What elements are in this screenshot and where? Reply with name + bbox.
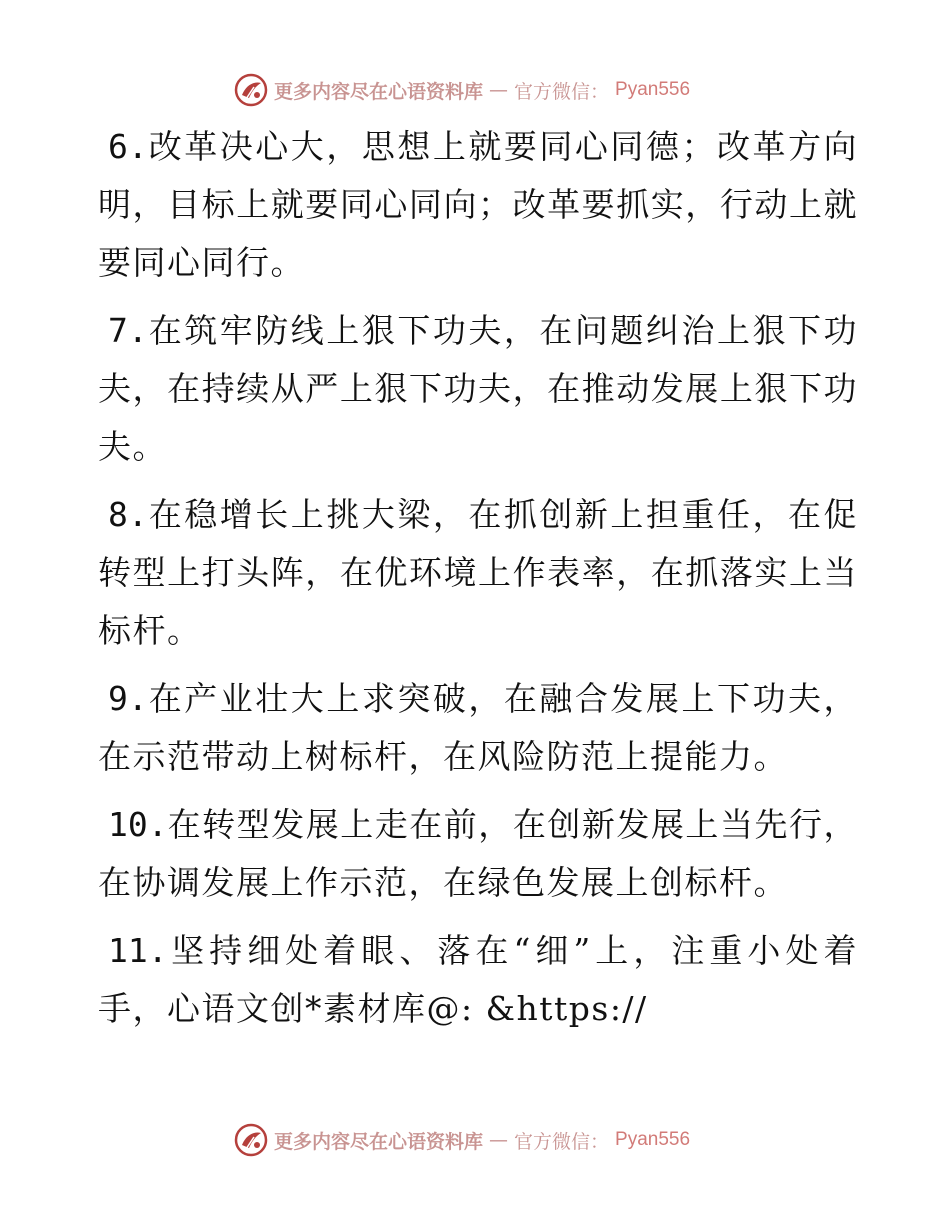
paragraph-number: 9.	[108, 679, 148, 718]
paragraph-number: 6.	[108, 127, 148, 166]
paragraph-text: 改革决心大，思想上就要同心同德；改革方向明，目标上就要同心同向；改革要抓实，行动上就要同心同行。	[98, 127, 858, 282]
paragraph-11	[98, 922, 858, 1038]
watermark-contact-label: 官方微信：	[514, 80, 610, 103]
paragraph-text: 坚持细处着眼、落在“细”上，注重小处着手，心语文创*素材库@: &https://	[98, 931, 858, 1028]
watermark-title: 更多内容尽在心语资料库	[274, 1130, 484, 1153]
paragraph-10	[98, 796, 858, 912]
paragraph-number: 7.	[108, 311, 148, 350]
paragraph-6	[98, 118, 858, 292]
watermark-title: 更多内容尽在心语资料库	[274, 80, 484, 103]
paragraph-number: 10.	[108, 805, 168, 844]
paragraph-9	[98, 670, 858, 786]
paragraph-7	[98, 302, 858, 476]
paragraph-text: 在筑牢防线上狠下功夫，在问题纠治上狠下功夫，在持续从严上狠下功夫，在推动发展上狠下功夫。	[98, 311, 858, 466]
watermark-dash: —	[489, 79, 509, 101]
watermark-contact-id: Pyan556	[615, 79, 691, 100]
footer-watermark	[234, 1120, 714, 1160]
watermark-contact-label: 官方微信：	[514, 1130, 610, 1153]
header-watermark	[234, 70, 714, 110]
paragraph-number: 8.	[108, 495, 148, 534]
watermark-dash: —	[489, 1129, 509, 1151]
paragraph-text: 在稳增长上挑大梁，在抓创新上担重任，在促转型上打头阵，在优环境上作表率，在抓落实上当标杆。	[98, 495, 858, 650]
watermark-contact-id: Pyan556	[615, 1129, 691, 1150]
paragraph-8	[98, 486, 858, 660]
red-seal-logo-icon	[234, 73, 268, 107]
paragraph-text: 在产业壮大上求突破，在融合发展上下功夫，在示范带动上树标杆，在风险防范上提能力。	[98, 679, 858, 776]
paragraph-number: 11.	[108, 931, 168, 970]
red-seal-logo-icon	[234, 1123, 268, 1157]
document-body	[98, 118, 858, 1048]
paragraph-text: 在转型发展上走在前，在创新发展上当先行，在协调发展上作示范，在绿色发展上创标杆。	[98, 805, 858, 902]
